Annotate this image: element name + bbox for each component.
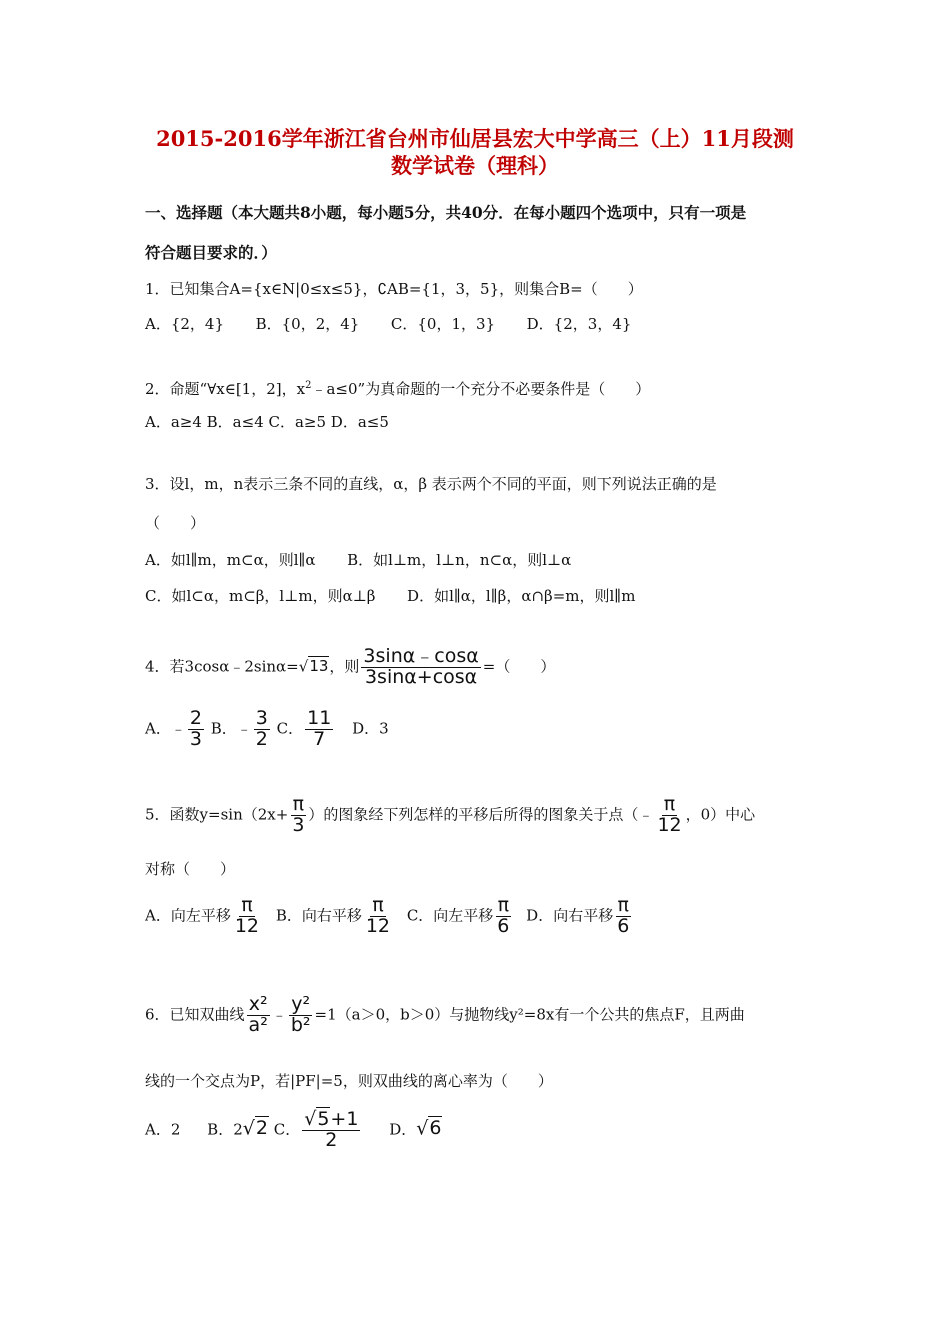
q5-stem-b: ）的图象经下列怎样的平移后所得的图象关于点（﹣ — [308, 805, 654, 824]
question-1-options — [145, 313, 631, 335]
question-6-line2: 线的一个交点为P，若|PF|=5，则双曲线的离心率为（ ） — [145, 1072, 553, 1090]
q6-stem-b: =1（a＞0，b＞0）与抛物线y²=8x有一个公共的焦点F，且两曲 — [314, 1005, 745, 1024]
q5-option-c-label: C．向左平移 — [406, 906, 494, 925]
question-5-stem — [145, 795, 755, 836]
q1-option-d: D．{2，3，4} — [526, 315, 632, 333]
q6-option-b-sqrt: √2 — [242, 1117, 268, 1140]
q6-stem-a: 6．已知双曲线 — [145, 1005, 245, 1024]
q2-stem-b: ﹣a≤0”为真命题的一个充分不必要条件是（ ） — [311, 380, 651, 398]
q5-option-c-fraction: $\frac{\pi}{6}$ — [497, 894, 510, 937]
q4-option-c-label: C． — [276, 719, 304, 738]
q4-option-b-label: B．﹣ — [210, 719, 252, 738]
q1-option-b: B．{0，2，4} — [255, 315, 360, 333]
q4-stem-a: 4．若3cosα﹣2sinα= — [145, 657, 299, 676]
question-6-options — [145, 1110, 442, 1151]
question-2-options: A．a≥4 B．a≤4 C．a≥5 D．a≤5 — [145, 413, 389, 431]
q4-main-fraction: $\frac{3\sin\alpha﹣\cos\alpha}{3\sin\alpha+\cos\alpha}$ — [363, 645, 479, 688]
q3-option-d: D．如l∥α，l∥β，α∩β=m，则l∥m — [407, 587, 636, 605]
q6-minus: ﹣ — [271, 1005, 287, 1024]
q5-fraction-pi-3: $\frac{\pi}{3}$ — [292, 793, 305, 836]
page-title-line1: 2015-2016学年浙江省台州市仙居县宏大中学高三（上）11月段测 — [156, 126, 794, 151]
section-heading-line1: 一、选择题（本大题共8小题，每小题5分，共40分．在每小题四个选项中，只有一项是 — [145, 203, 747, 222]
q2-stem-a: 2．命题“∀x∈[1，2]，x — [145, 380, 306, 398]
q5-stem-a: 5．函数y=sin（2x+ — [145, 805, 289, 824]
q3-option-a: A．如l∥m，m⊂α，则l∥α — [145, 551, 316, 569]
question-1-stem: 1．已知集合A={x∈N|0≤x≤5}，∁AB={1，3，5}，则集合B=（ ） — [145, 280, 643, 298]
question-5-line2: 对称（ ） — [145, 860, 236, 878]
question-3-options-cd — [145, 585, 635, 607]
q6-option-a: A．2 — [145, 1120, 181, 1139]
question-3-paren: （ ） — [145, 514, 206, 532]
sqrt-13: √13 — [298, 657, 329, 676]
question-2-stem — [145, 375, 650, 400]
q5-stem-c: ，0）中心 — [685, 805, 756, 824]
q5-fraction-pi-12: $\frac{\pi}{12}$ — [657, 793, 682, 836]
q6-option-d-sqrt: √6 — [416, 1117, 442, 1140]
page-title-line2: 数学试卷（理科） — [391, 153, 559, 178]
q4-stem-c: =（ ） — [482, 657, 556, 676]
q5-option-d-label: D．向右平移 — [526, 906, 614, 925]
q4-stem-b: ，则 — [329, 657, 360, 676]
q2-sup: 2 — [305, 380, 312, 391]
question-3-stem: 3．设l，m，n表示三条不同的直线，α，β 表示两个不同的平面，则下列说法正确的是 — [145, 475, 717, 493]
q4-option-a-fraction: $\frac{2}{3}$ — [189, 707, 202, 750]
q5-option-d-fraction: $\frac{\pi}{6}$ — [617, 894, 630, 937]
q5-option-b-label: B．向右平移 — [275, 906, 362, 925]
q6-option-b-label: B．2 — [207, 1120, 243, 1139]
q6-fraction-y2-b2: $\frac{\text{y²}}{\text{b²}}$ — [290, 993, 311, 1036]
q1-option-c: C．{0，1，3} — [390, 315, 496, 333]
q6-option-c-fraction: $\frac{√5+1}{2}$ — [304, 1108, 359, 1151]
q5-option-a-label: A．向左平移 — [145, 906, 231, 925]
q4-option-a-label: A．﹣ — [145, 719, 186, 738]
question-4-stem — [145, 647, 555, 688]
section-heading-line2: 符合题目要求的．） — [145, 243, 277, 262]
question-5-options — [145, 896, 633, 937]
q3-option-c: C．如l⊂α，m⊂β，l⊥m，则α⊥β — [145, 587, 376, 605]
q6-option-c-sqrt: √5 — [304, 1108, 330, 1130]
question-4-options — [145, 709, 389, 750]
q6-option-c-label: C． — [273, 1120, 301, 1139]
q1-option-a: A．{2，4} — [145, 315, 225, 333]
q4-option-c-fraction: $\frac{11}{7}$ — [307, 707, 332, 750]
question-3-options-ab — [145, 549, 571, 571]
q5-option-a-fraction: $\frac{\pi}{12}$ — [234, 894, 260, 937]
question-6-stem — [145, 995, 745, 1036]
q3-option-b: B．如l⊥m，l⊥n，n⊂α，则l⊥α — [347, 551, 572, 569]
q4-option-d-label: D．3 — [352, 719, 389, 738]
q6-option-d-label: D． — [389, 1120, 417, 1139]
q5-option-b-fraction: $\frac{\pi}{12}$ — [365, 894, 391, 937]
q4-option-b-fraction: $\frac{3}{2}$ — [255, 707, 268, 750]
q6-fraction-x2-a2: $\frac{\text{x²}}{\text{a²}}$ — [248, 993, 268, 1036]
